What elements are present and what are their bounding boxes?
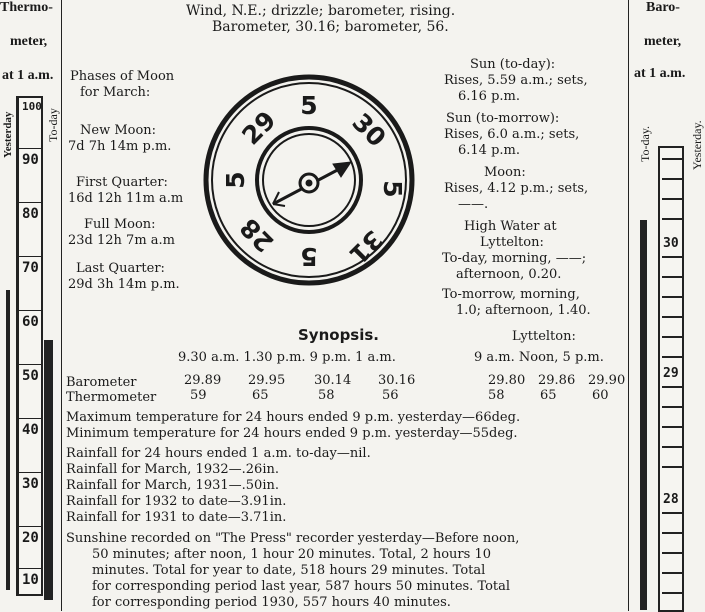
dial-number: 28	[234, 212, 280, 258]
synopsis-value: 56	[382, 388, 399, 403]
sun-today-line-1: Rises, 5.59 a.m.; sets,	[444, 73, 588, 88]
lyttelton-value: 29.80	[488, 373, 526, 388]
synopsis-title: Synopsis.	[298, 326, 379, 344]
sun-tomorrow-line-2: 6.14 p.m.	[458, 143, 520, 158]
today-water-1: To-day, morning, ——;	[442, 251, 587, 266]
sunshine-line-2: 50 minutes; after noon, 1 hour 20 minutes. Total, 2 hours 10	[92, 547, 491, 562]
barometer-today-label: To-day.	[638, 125, 652, 162]
rain-march-1932-line: Rainfall for March, 1932—.26in.	[66, 462, 279, 477]
thermometer-heading-1: Thermo-	[0, 0, 53, 15]
sunshine-line-3: minutes. Total for year to date, 518 hours 29 minutes. Total	[92, 563, 486, 578]
synopsis-times: 9.30 a.m. 1.30 p.m. 9 p.m. 1 a.m.	[178, 350, 396, 365]
scale-label: 70	[22, 260, 39, 276]
dial-number: 30	[346, 107, 392, 153]
scale-label: 90	[22, 152, 39, 168]
scale-label: 20	[22, 530, 39, 546]
lyttelton-value: 60	[592, 388, 609, 403]
moon-line-2: ——.	[458, 197, 489, 212]
new-moon-label: New Moon:	[80, 123, 157, 138]
lyttelton-value: 29.86	[538, 373, 576, 388]
column-divider	[628, 0, 629, 611]
dial-number: 5	[221, 171, 250, 189]
today-mercury	[44, 340, 53, 600]
synopsis-value: 65	[252, 388, 269, 403]
barometer-line: Barometer, 30.16; barometer, 56.	[212, 19, 449, 35]
min-temp-line: Minimum temperature for 24 hours ended 9 p.m. yesterday—55deg.	[66, 426, 518, 441]
rain-24-line: Rainfall for 24 hours ended 1 a.m. to-day—nil.	[66, 446, 371, 461]
barometer-heading-3: at 1 a.m.	[634, 66, 686, 81]
lyttelton-value: 65	[540, 388, 557, 403]
sunshine-line-1: Sunshine recorded on "The Press" recorder yesterday—Before noon,	[66, 531, 520, 546]
dial-number: 29	[236, 105, 282, 151]
scale-label: 40	[22, 422, 39, 438]
sun-today-line-2: 6.16 p.m.	[458, 89, 520, 104]
barometer-yesterday-label: Yesterday.	[690, 120, 704, 170]
first-quarter-value: 16d 12h 11m a.m	[68, 191, 184, 206]
wind-line: Wind, N.E.; drizzle; barometer, rising.	[186, 3, 456, 19]
tomorrow-water-2: 1.0; afternoon, 1.40.	[456, 303, 591, 318]
synopsis-value: 59	[190, 388, 207, 403]
yesterday-label: Yesterday	[2, 111, 14, 158]
high-water-title-2: Lyttelton:	[480, 235, 544, 250]
thermometer-row-label: Thermometer	[66, 390, 157, 405]
scale-label: 10	[22, 572, 39, 588]
moon-line-1: Rises, 4.12 p.m.; sets,	[444, 181, 589, 196]
sunshine-line-4: for corresponding period last year, 587 hours 50 minutes. Total	[92, 579, 511, 594]
scale-label: 28	[663, 492, 679, 507]
barometer-today-mercury	[640, 220, 647, 610]
lyttelton-value: 29.90	[588, 373, 626, 388]
first-quarter-label: First Quarter:	[76, 175, 168, 190]
scale-label: 30	[663, 236, 679, 251]
moon-phases-title-2: for March:	[80, 85, 151, 100]
lyttelton-times: 9 a.m. Noon, 5 p.m.	[474, 350, 604, 365]
max-temp-line: Maximum temperature for 24 hours ended 9 p.m. yesterday—66deg.	[66, 410, 521, 425]
today-label: To-day	[46, 108, 60, 142]
barometer-column	[628, 0, 704, 611]
full-moon-label: Full Moon:	[84, 217, 156, 232]
last-quarter-value: 29d 3h 14m p.m.	[68, 277, 180, 292]
high-water-title-1: High Water at	[464, 219, 557, 234]
rain-1931-line: Rainfall for 1931 to date—3.71in.	[66, 510, 287, 525]
scale-label: 29	[663, 366, 679, 381]
dial-number: 5	[378, 180, 407, 198]
wind-dial	[203, 74, 415, 286]
scale-label: 30	[22, 476, 39, 492]
scale-label: 60	[22, 314, 39, 330]
dial-number: 5	[300, 242, 318, 271]
barometer-row-label: Barometer	[66, 375, 137, 390]
synopsis-value: 29.95	[248, 373, 286, 388]
lyttelton-heading: Lyttelton:	[512, 329, 576, 344]
barometer-heading-1: Baro-	[646, 0, 680, 15]
tomorrow-water-1: To-morrow, morning,	[442, 287, 580, 302]
synopsis-value: 30.16	[378, 373, 416, 388]
moon-title: Moon:	[484, 165, 526, 180]
thermometer-heading-3: at 1 a.m.	[2, 68, 54, 83]
scale-label: 50	[22, 368, 39, 384]
dial-number: 5	[300, 91, 318, 120]
sun-today-title: Sun (to-day):	[470, 57, 556, 72]
scale-label: 80	[22, 206, 39, 222]
today-water-2: afternoon, 0.20.	[456, 267, 562, 282]
thermometer-heading-2: meter,	[10, 34, 48, 49]
column-divider	[61, 0, 62, 611]
sun-tomorrow-title: Sun (to-morrow):	[446, 111, 560, 126]
sun-tomorrow-line-1: Rises, 6.0 a.m.; sets,	[444, 127, 580, 142]
full-moon-value: 23d 12h 7m a.m	[68, 233, 175, 248]
scale-label: 100	[22, 100, 42, 113]
moon-phases-title-1: Phases of Moon	[70, 69, 175, 84]
barometer-scale	[658, 146, 684, 612]
barometer-heading-2: meter,	[644, 34, 682, 49]
thermometer-scale	[16, 96, 43, 596]
synopsis-value: 58	[318, 388, 335, 403]
synopsis-value: 29.89	[184, 373, 222, 388]
last-quarter-label: Last Quarter:	[76, 261, 165, 276]
rain-march-1931-line: Rainfall for March, 1931—.50in.	[66, 478, 279, 493]
dial-number: 31	[343, 224, 389, 270]
new-moon-value: 7d 7h 14m p.m.	[68, 139, 172, 154]
thermometer-column	[0, 0, 62, 611]
rain-1932-line: Rainfall for 1932 to date—3.91in.	[66, 494, 287, 509]
synopsis-value: 30.14	[314, 373, 352, 388]
sunshine-line-5: for corresponding period 1930, 557 hours 40 minutes.	[92, 595, 451, 610]
lyttelton-value: 58	[488, 388, 505, 403]
yesterday-mercury	[6, 290, 10, 590]
